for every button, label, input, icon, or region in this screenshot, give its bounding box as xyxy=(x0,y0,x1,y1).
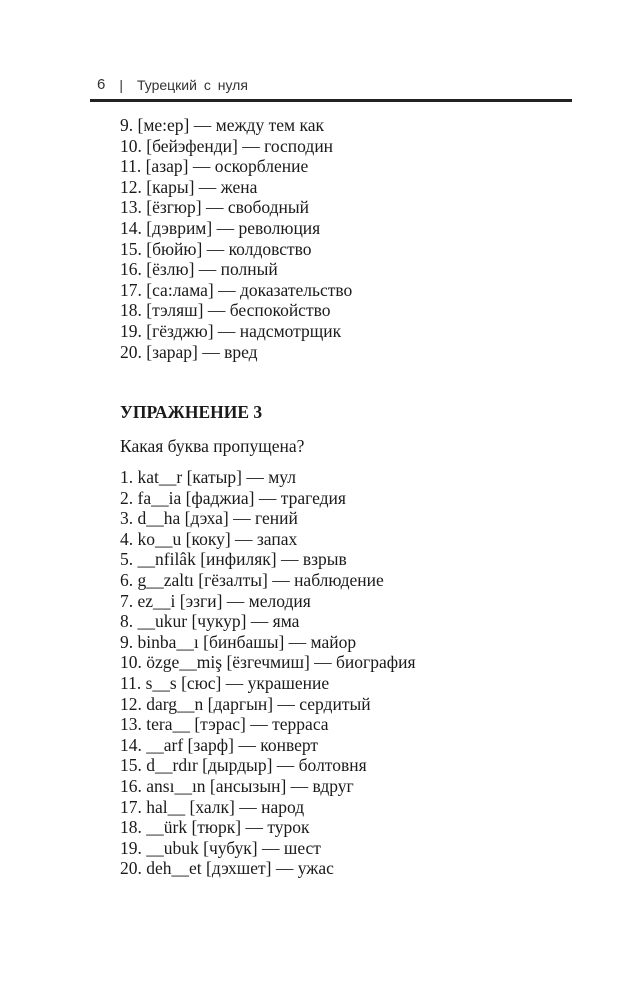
list-item: 7. ez__i [эзги] — мелодия xyxy=(120,590,311,611)
list-item: 20. [зарар] — вред xyxy=(120,341,258,362)
list-item: 13. tera__ [тэрас] — терраса xyxy=(120,714,329,735)
list-item: 12. darg__n [даргын] — сердитый xyxy=(120,693,371,714)
list-item: 18. __ürk [тюрк] — турок xyxy=(120,817,310,838)
list-item: 17. [са:лама] — доказательство xyxy=(120,279,353,300)
list-item: 11. s__s [сюс] — украшение xyxy=(120,672,330,693)
list-item: 17. hal__ [халк] — народ xyxy=(120,796,305,817)
list-item: 11. [азар] — оскорбление xyxy=(120,156,309,177)
list-item: 10. özge__miş [ёзгечмиш] — биография xyxy=(120,652,416,673)
exercise-title: УПРАЖНЕНИЕ 3 xyxy=(120,402,263,422)
list-item: 19. __ubuk [чубук] — шест xyxy=(120,837,321,858)
list-item: 6. g__zaltı [гёзалты] — наблюдение xyxy=(120,569,384,590)
list-item: 20. deh__et [дэхшет] — ужас xyxy=(120,858,334,879)
book-title: Турецкий с нуля xyxy=(136,76,248,93)
list-item: 9. binba__ı [бинбашы] — майор xyxy=(120,631,357,652)
list-item: 14. [дэврим] — революция xyxy=(120,217,321,238)
list-item: 13. [ёзгюр] — свободный xyxy=(120,197,310,218)
header-separator: | xyxy=(119,76,123,93)
list-item: 19. [гёзджю] — надсмотрщик xyxy=(120,320,342,341)
running-header xyxy=(97,76,248,93)
list-item: 3. d__ha [дэха] — гений xyxy=(120,508,298,529)
header-rule xyxy=(90,99,572,102)
list-item: 1. kat__r [катыр] — мул xyxy=(120,467,296,487)
list-item: 2. fa__ia [фаджиа] — трагедия xyxy=(120,487,346,508)
vocabulary-list xyxy=(120,115,352,362)
list-item: 15. [бюйю] — колдовство xyxy=(120,238,312,259)
list-item: 4. ko__u [коку] — запах xyxy=(120,528,298,549)
list-item: 14. __arf [зарф] — конверт xyxy=(120,734,319,755)
list-item: 16. [ёзлю] — полный xyxy=(120,259,278,280)
exercise-question: Какая буква пропущена? xyxy=(120,436,305,456)
list-item: 8. __ukur [чукур] — яма xyxy=(120,611,300,632)
list-item: 18. [тэляш] — беспокойство xyxy=(120,300,331,321)
list-item: 16. ansı__ın [ансызын] — вдруг xyxy=(120,775,354,796)
list-item: 9. [ме:ер] — между тем как xyxy=(120,115,324,135)
list-item: 10. [бейэфенди] — господин xyxy=(120,135,334,156)
exercise-list xyxy=(120,467,416,879)
list-item: 12. [кары] — жена xyxy=(120,176,258,197)
page-number: 6 xyxy=(97,76,106,93)
list-item: 15. d__rdır [дырдыр] — болтовня xyxy=(120,755,367,776)
list-item: 5. __nfilâk [инфиляк] — взрыв xyxy=(120,549,347,570)
